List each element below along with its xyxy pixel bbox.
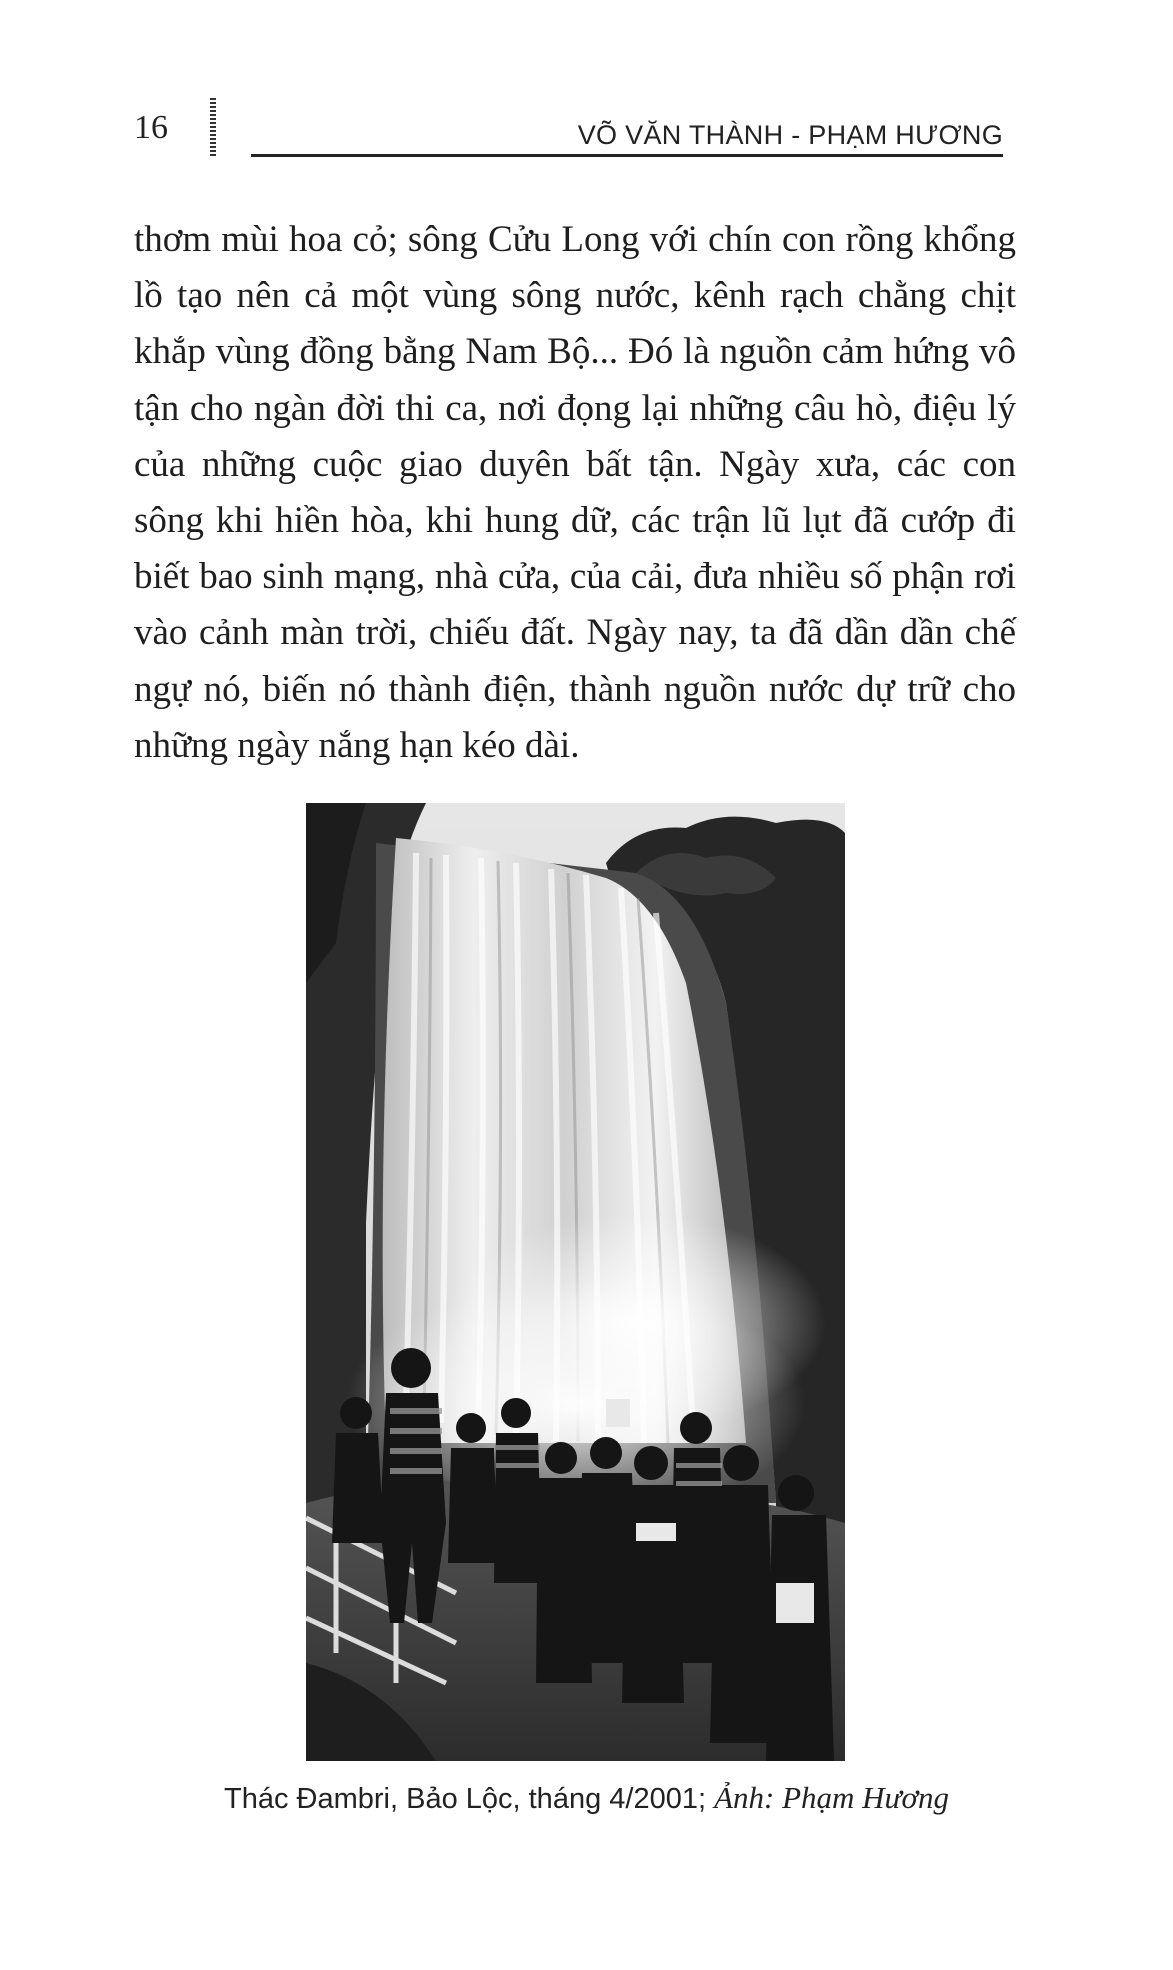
header-rule [251,154,1003,157]
header-dotted-divider [210,98,216,156]
page-header [0,0,1173,170]
photo-credit: Ảnh: Phạm Hương [714,1780,949,1815]
waterfall-photo [306,803,845,1761]
waterfall-photo-illustration [306,803,845,1761]
figure-caption [0,1780,1173,1817]
page-number: 16 [134,109,168,146]
running-head: VÕ VĂN THÀNH - PHẠM HƯƠNG [577,120,1003,150]
body-paragraph: thơm mùi hoa cỏ; sông Cửu Long với chín con rồng khổng lồ tạo nên cả một vùng sông nước, kênh rạch chằng chịt khắp vùng đồng bằng Nam Bộ... Đó là nguồn cảm hứng vô tận cho ngàn đời thi ca, nơi đọng lại những câu hò, điệu lý của những cuộc giao duyên bất tận. Ngày xưa, các con sông khi hiền hòa, khi hung dữ, các trận lũ lụt đã cướp đi biết bao sinh mạng, nhà cửa, của cải, đưa nhiều số phận rơi vào cảnh màn trời, chiếu đất. Ngày nay, ta đã dần dần chế ngự nó, biến nó thành điện, thành nguồn nước dự trữ cho những ngày nắng hạn kéo dài. [134,219,1016,766]
caption-text: Thác Đambri, Bảo Lộc, tháng 4/2001; [224,1783,707,1815]
